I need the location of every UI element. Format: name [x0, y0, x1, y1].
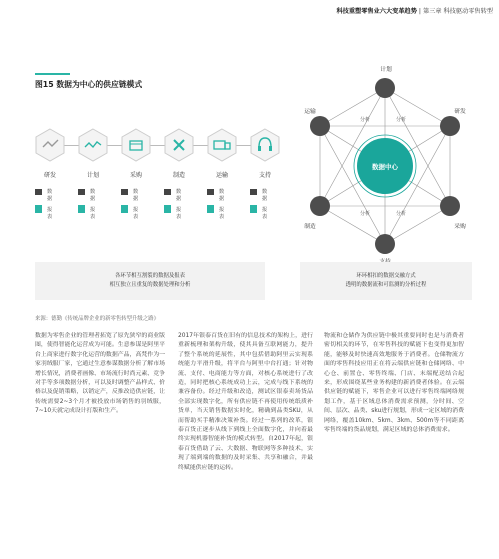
node-label: 运输	[304, 109, 316, 115]
report-icon	[121, 205, 128, 213]
stage-plan	[78, 128, 108, 162]
hex-manufacture	[164, 128, 194, 162]
hex-shape	[35, 128, 65, 162]
stage-label: 采购	[129, 172, 142, 179]
text-column-3: 物流和仓储作为供应链中极其重要同时也是与消费者密切相关的环节，在零售科技的赋能下也变得更加智能，能够及时快速高效地服务于消费者。仓储物流方面的零售科技应用正在将云端供应链和仓储网络、中心仓、前置仓、零售终端、门店、末端配送结合起来，形成围绕某些业务构建的新消费者体验。在云端供应链的赋能下，零售企业可以进行零售终端网络规划工作，基于区域总体消费需求预测，分时间、空间、层次、品类、sku进行规划，形成一定区域的消费网络，覆盖10km、5km、3km、500m等不同距离零售终端的货品规划，满足区域的总体消费需求。	[324, 333, 464, 434]
db-icon	[207, 189, 214, 195]
stage-label: 计划	[86, 172, 99, 179]
figure-source: 来源：德勤《传统品牌企业的新零售转型升级之路》	[35, 316, 159, 322]
left-caption-1: 各环节相互割裂的数据及报表	[114, 273, 186, 279]
stage-label: 运输	[215, 172, 228, 179]
spoke-label: 分析	[396, 117, 407, 123]
hex-research	[35, 128, 65, 162]
header-title: 科技重塑零售业六大变革趋势	[336, 8, 417, 15]
node-research	[440, 116, 460, 136]
db-icon	[250, 189, 257, 195]
stage-transport	[207, 128, 237, 162]
spoke-label: 分析	[360, 117, 371, 123]
right-caption-1: 环环相扣的数据交融方式	[356, 273, 416, 279]
node-purchase	[440, 196, 460, 216]
data-row: 数据 数据 数据 数据 数据 数据	[35, 188, 285, 228]
node-label: 制造	[304, 224, 316, 230]
figure-title: 图15 数据为中心的供应链模式	[35, 80, 143, 89]
hub-label: 数据中心	[372, 163, 398, 171]
report-icon	[250, 205, 257, 213]
text-column-1: 数据为零售企业的管理者拓宽了原先狭窄的商业版图，使得智能化运营成为可能。生意参谋是阿里平台上商家进行数字化运营的数据产品，高梵作为一家羽绒服厂家，它通过生意参谋数据分析了解市场增长情况，消费者画像、市场流行时尚元素、竞争对手等多项数据分析，可以及时调整产品样式、价格以及促销策略，以销定产，反推改造供应链，让传统需要2~3个月才被投放市场销售的羽绒服，7~10天就完成设计打版和生产。	[35, 333, 165, 415]
stage-label: 支持	[258, 172, 271, 179]
stage-label: 研发	[43, 172, 56, 179]
node-label: 计划	[380, 67, 392, 73]
report-icon	[164, 205, 171, 213]
spoke-label: 分析	[360, 211, 371, 217]
node-label: 采购	[454, 224, 466, 230]
stage-purchase	[121, 128, 151, 162]
title-accent-line	[35, 73, 70, 75]
report-icon	[78, 205, 85, 213]
hex-support	[250, 128, 280, 162]
node-manufacture	[310, 196, 330, 216]
node-label: 研发	[454, 109, 466, 115]
node-support	[375, 234, 395, 254]
db-icon	[121, 189, 128, 195]
text-column-2: 2017年银泰百货在旧有的信息技术的架构上，进行重新梳理和架构升级，使其具备互联网能力，提升了整个系统的延展性，其中包括借助阿里云实现系统能力平滑升级，将平台与阿里中台打通；针对物流、支付、电商能力等方面，对核心系统进行了改造，同时把核心系统成功上云，完成与线下系统的兼容备份。经过升级和改造，测试区银泰卖场货品全部实现数字化，所有供应链不再使用传统纸质补货单，当天销售数据实时化，精确到品类SKU，从而帮助买手精准决策补货。经过一系列的改革，银泰百货正逐步从线下到线上全面数字化，并向着最终实现机器智能补货的模式转型。自2017年起，银泰百货借助了云、大数据、物联网等多种技术，实现了端到端的数据的及时采集、共享和融合，并最终赋能供应链的运转。	[178, 333, 313, 471]
page-header: 科技重塑零售业六大变革趋势 | 第三章 科技驱动零售转型	[336, 8, 493, 15]
node-plan	[375, 78, 395, 98]
stage-support	[250, 128, 280, 162]
db-icon	[35, 189, 42, 195]
stage-research	[35, 128, 65, 162]
stage-label: 制造	[172, 172, 185, 179]
hex-transport	[207, 128, 237, 162]
header-chapter: 第三章 科技驱动零售转型	[422, 8, 493, 15]
left-caption-box	[35, 262, 265, 300]
right-caption-box	[300, 262, 472, 300]
report-icon	[207, 205, 214, 213]
right-diagram	[300, 67, 470, 256]
report-icon	[35, 205, 42, 213]
left-caption-2: 相互独立且重复的数据处理和分析	[109, 282, 191, 288]
node-transport	[310, 116, 330, 136]
hex-plan	[78, 128, 108, 162]
db-icon	[78, 189, 85, 195]
hex-purchase	[121, 128, 151, 162]
report-row: 报表 报表 报表 报表 报表 报表	[35, 205, 285, 219]
right-caption-2: 透明的数据流和可监测的分析过程	[345, 282, 427, 288]
spoke-label: 分析	[396, 211, 407, 217]
db-icon	[164, 189, 171, 195]
stage-manufacture	[164, 128, 194, 162]
